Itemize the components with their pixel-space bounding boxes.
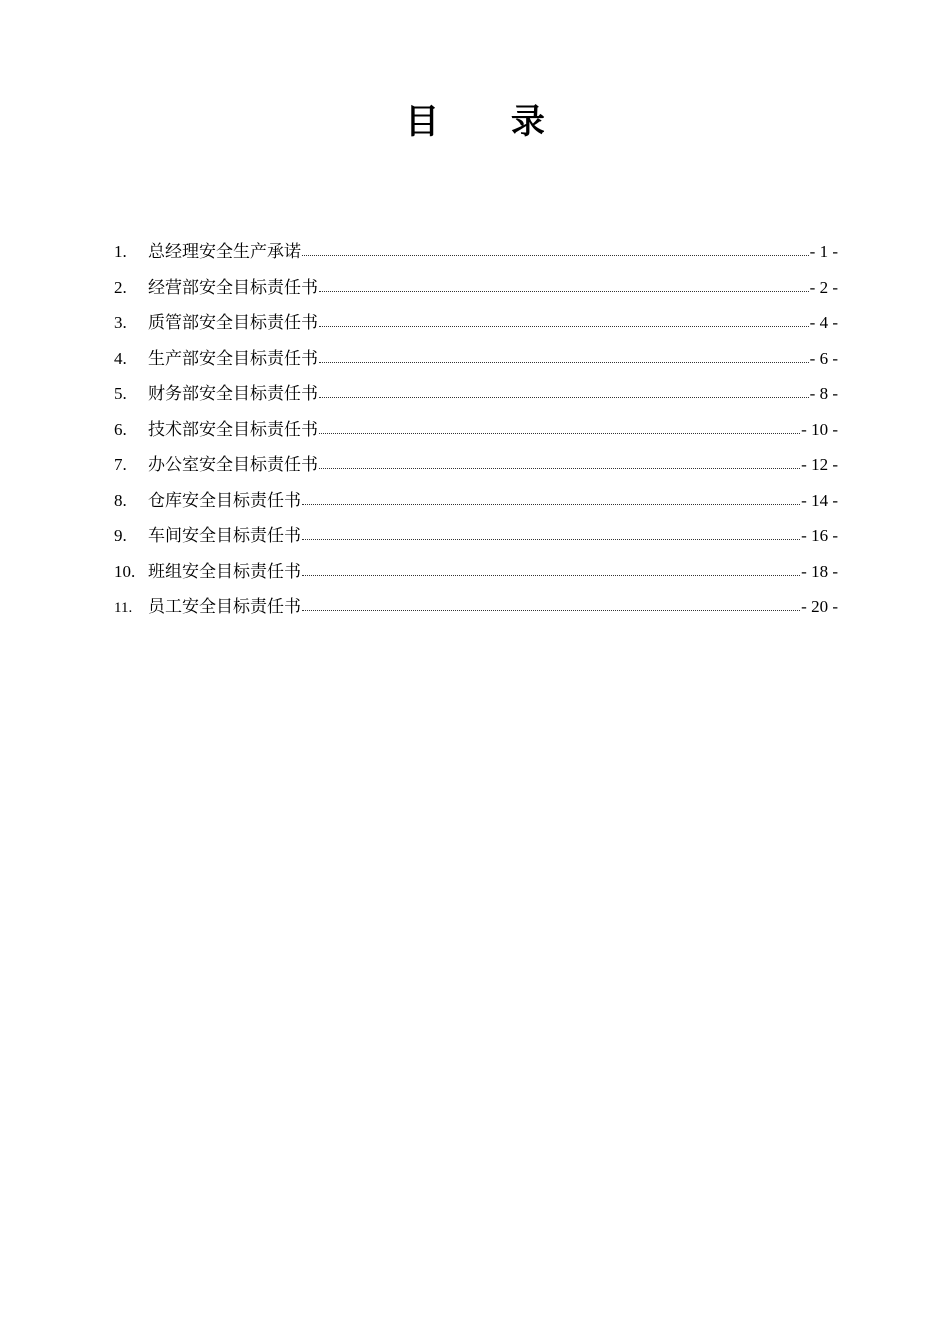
- dot-leader: [302, 254, 809, 256]
- toc-entry[interactable]: [114, 376, 838, 412]
- toc-entry[interactable]: [114, 518, 838, 554]
- toc-entry-page: - 2 -: [809, 277, 838, 297]
- dot-leader: [319, 290, 809, 292]
- dot-leader: [302, 574, 800, 576]
- toc-entry-number: 7.: [114, 455, 127, 474]
- dot-leader: [302, 503, 800, 505]
- toc-entry-title: 财务部安全目标责任书: [148, 384, 318, 404]
- toc-entry-page: - 20 -: [801, 597, 838, 616]
- dot-leader: [302, 538, 800, 540]
- toc-entry-page: - 10 -: [801, 419, 838, 439]
- toc-entry-number: 11.: [114, 600, 133, 616]
- toc-entry[interactable]: [114, 447, 838, 483]
- toc-entry-page: - 16 -: [801, 526, 838, 545]
- toc-entry-page: - 1 -: [809, 242, 838, 261]
- toc-entry[interactable]: [114, 341, 838, 377]
- toc-entry[interactable]: [114, 412, 838, 448]
- dot-leader: [319, 361, 809, 363]
- toc-entry-page: - 6 -: [809, 348, 838, 368]
- toc-entry-title: 经营部安全目标责任书: [148, 277, 318, 298]
- toc-entry[interactable]: [114, 483, 838, 519]
- toc-entry[interactable]: [114, 305, 838, 341]
- toc-entry-title: 总经理安全生产承诺: [148, 242, 301, 262]
- dot-leader: [319, 396, 809, 398]
- toc-entry[interactable]: [114, 554, 838, 590]
- toc-entry-title: 车间安全目标责任书: [148, 526, 301, 546]
- dot-leader: [319, 432, 800, 434]
- dot-leader: [319, 467, 800, 469]
- toc-entry-title: 员工安全目标责任书: [148, 597, 301, 617]
- dot-leader: [319, 325, 809, 327]
- toc-entry-page: - 4 -: [809, 313, 838, 332]
- toc-entry-page: - 8 -: [809, 384, 838, 403]
- toc-entry-number: 2.: [114, 277, 127, 297]
- toc-entry-number: 3.: [114, 313, 127, 332]
- toc-entry-title: 班组安全目标责任书: [148, 561, 301, 582]
- toc-entry-title: 仓库安全目标责任书: [148, 490, 301, 511]
- toc-entry-number: 4.: [114, 348, 127, 368]
- toc-entry-number: 6.: [114, 419, 127, 439]
- toc-entry-page: - 18 -: [801, 561, 838, 581]
- toc-entry-number: 9.: [114, 526, 127, 545]
- toc-entry-number: 5.: [114, 384, 127, 403]
- toc-entry[interactable]: [114, 270, 838, 306]
- dot-leader: [302, 609, 800, 611]
- toc-entry-title: 生产部安全目标责任书: [148, 348, 318, 369]
- toc-entry-number: 1.: [114, 242, 127, 261]
- table-of-contents: [114, 234, 838, 625]
- toc-entry-number: 10.: [114, 561, 136, 581]
- toc-entry[interactable]: [114, 589, 838, 625]
- toc-entry-number: 8.: [114, 490, 127, 510]
- toc-entry-page: - 12 -: [801, 455, 838, 474]
- page-title: 目 录: [405, 102, 575, 142]
- toc-entry-title: 办公室安全目标责任书: [148, 455, 318, 475]
- toc-entry-title: 质管部安全目标责任书: [148, 313, 318, 333]
- toc-entry-page: - 14 -: [801, 490, 838, 510]
- toc-entry-title: 技术部安全目标责任书: [148, 419, 318, 440]
- toc-entry[interactable]: [114, 234, 838, 270]
